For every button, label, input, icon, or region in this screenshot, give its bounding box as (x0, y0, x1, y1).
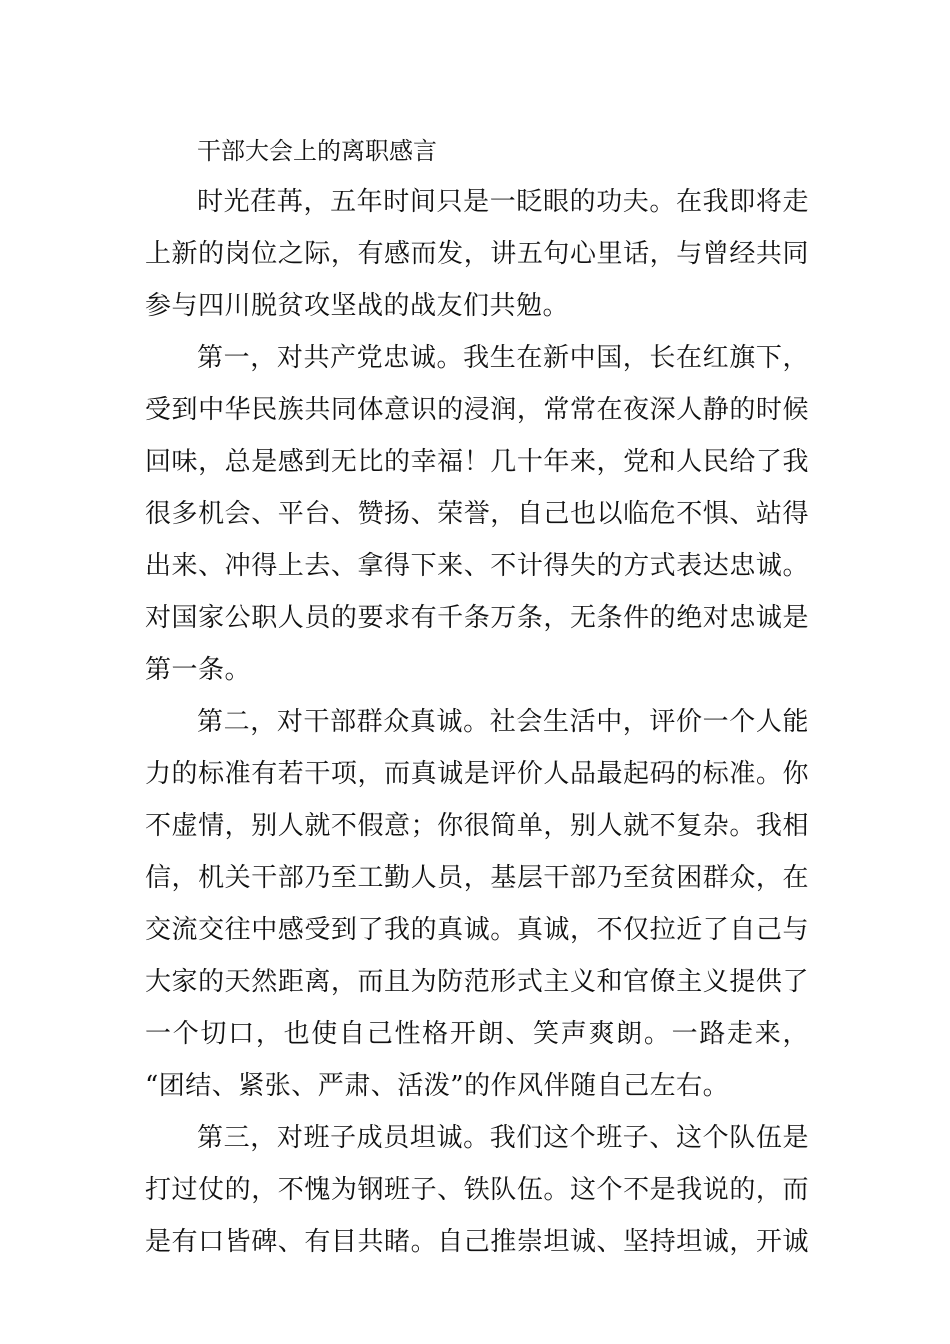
text-line: 第一，对共产党忠诚。我生在新中国，长在红旗下， (197, 343, 809, 373)
document-title: 干部大会上的离职感言 (197, 137, 437, 165)
text-line: 出来、冲得上去、拿得下来、不计得失的方式表达忠诚。 (145, 551, 809, 581)
text-line: 受到中华民族共同体意识的浸润，常常在夜深人静的时候 (145, 395, 809, 425)
text-line: 第二，对干部群众真诚。社会生活中，评价一个人能 (197, 707, 809, 737)
text-line: “团结、紧张、严肃、活泼”的作风伴随自己左右。 (145, 1071, 730, 1101)
text-line: 回味，总是感到无比的幸福！几十年来，党和人民给了我 (145, 447, 809, 477)
text-line: 不虚情，别人就不假意；你很简单，别人就不复杂。我相 (145, 811, 809, 841)
text-line: 上新的岗位之际，有感而发，讲五句心里话，与曾经共同 (145, 239, 809, 269)
text-line: 信，机关干部乃至工勤人员，基层干部乃至贫困群众，在 (145, 863, 809, 893)
paragraph-candor (145, 1112, 809, 1268)
text-line: 第一条。 (145, 655, 252, 685)
text-line: 对国家公职人员的要求有千条万条，无条件的绝对忠诚是 (145, 603, 809, 633)
text-line: 是有口皆碑、有目共睹。自己推崇坦诚、坚持坦诚，开诚 (145, 1227, 809, 1257)
text-line: 力的标准有若干项，而真诚是评价人品最起码的标准。你 (145, 759, 809, 789)
text-line: 很多机会、平台、赞扬、荣誉，自己也以临危不惧、站得 (145, 499, 809, 529)
text-line: 时光荏苒，五年时间只是一眨眼的功夫。在我即将走 (197, 187, 809, 217)
text-line: 一个切口，也使自己性格开朗、笑声爽朗。一路走来， (145, 1019, 809, 1049)
paragraph-loyalty (145, 332, 809, 696)
text-line: 参与四川脱贫攻坚战的战友们共勉。 (145, 291, 570, 321)
text-line: 交流交往中感受到了我的真诚。真诚，不仅拉近了自己与 (145, 915, 809, 945)
document-page (145, 126, 809, 1268)
text-line: 大家的天然距离，而且为防范形式主义和官僚主义提供了 (145, 967, 809, 997)
text-line: 第三，对班子成员坦诚。我们这个班子、这个队伍是 (197, 1123, 809, 1153)
paragraph-sincerity (145, 696, 809, 1112)
text-line: 打过仗的，不愧为钢班子、铁队伍。这个不是我说的，而 (145, 1175, 809, 1205)
paragraph-intro (145, 176, 809, 332)
